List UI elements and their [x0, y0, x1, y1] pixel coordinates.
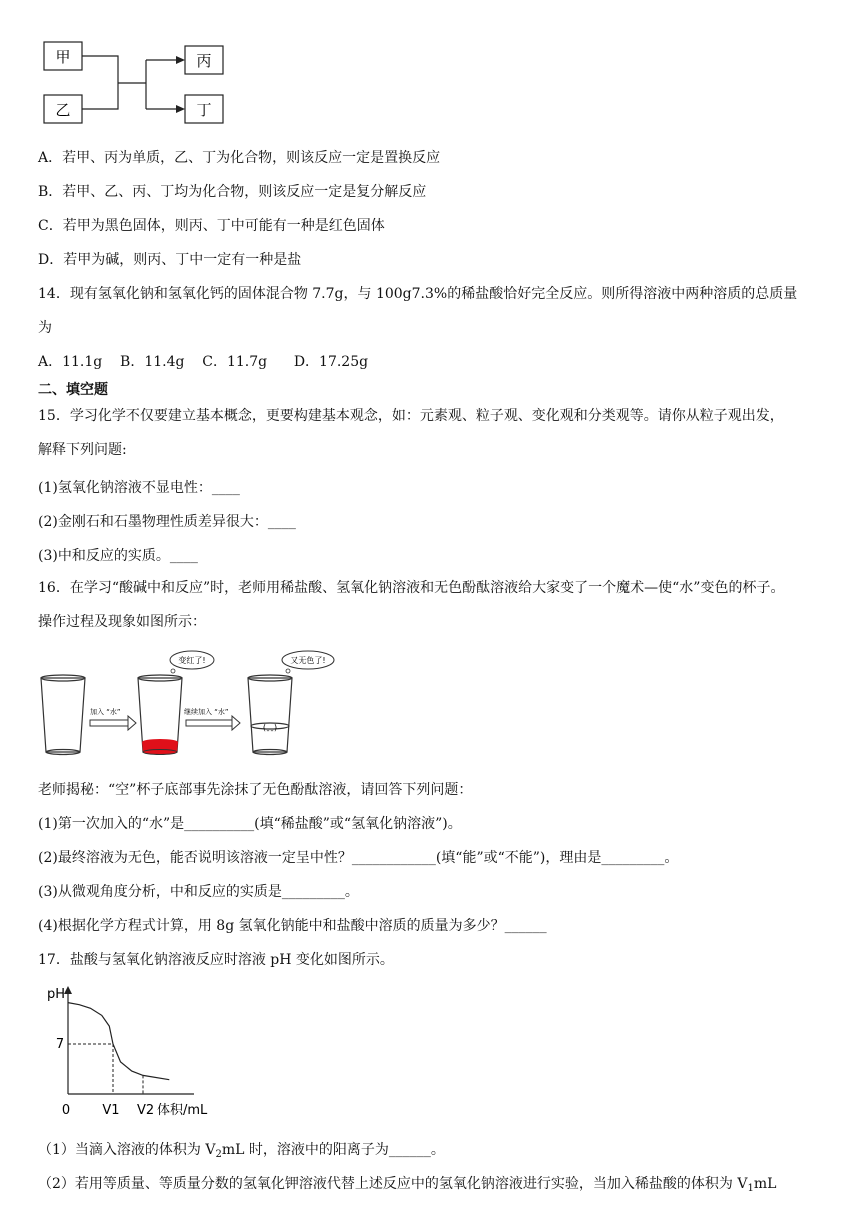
q15-sub3: (3)中和反应的实质。____: [38, 548, 198, 564]
q17-sub1-text-b: mL 时，溶液中的阳离子为______。: [221, 1142, 445, 1158]
q14-stem-line2: 为: [38, 320, 52, 336]
empty-cup: [41, 675, 85, 755]
y-axis-label: pH: [46, 987, 66, 1002]
q17-sub2: [38, 1174, 776, 1199]
arrow-head-ding: [176, 105, 185, 113]
chart-axes: [64, 986, 194, 1094]
q17-sub2-text-a: （2）若用等质量、等质量分数的氢氧化钾溶液代替上述反应中的氢氧化钠溶液进行实验，当加入稀盐酸的体积为 V: [38, 1176, 748, 1192]
label-jia: 甲: [55, 48, 71, 66]
q13-option-d: D．若甲为碱，则丙、丁中一定有一种是盐: [38, 252, 302, 268]
ph-curve: [68, 1003, 169, 1080]
q16-stem-line1: 16．在学习“酸碱中和反应”时，老师用稀盐酸、氢氧化钠溶液和无色酚酞溶液给大家变了一个魔术—使“水”变色的杯子。: [38, 580, 785, 596]
label-yi: 乙: [55, 101, 71, 119]
label-bing: 丙: [196, 52, 212, 70]
q16-stem-line2: 操作过程及现象如图所示：: [38, 614, 206, 630]
label-ding: 丁: [196, 101, 212, 119]
x-tick-label-v1: V1: [102, 1103, 120, 1118]
q17-sub2-text-b: mL: [753, 1176, 777, 1192]
colorless-cup: [248, 675, 292, 755]
q14-options: A．11.1g B．11.4g C．11.7g D．17.25g: [38, 354, 369, 370]
x-axis-label: 体积/mL: [157, 1103, 208, 1118]
q17-sub1-text-a: （1）当滴入溶液的体积为 V: [38, 1142, 216, 1158]
reaction-diagram: [40, 38, 240, 128]
connector-lines: [82, 56, 178, 109]
q16-sub3: (3)从微观角度分析，中和反应的实质是_________。: [38, 884, 359, 900]
arrow-add-more-water: [184, 707, 240, 730]
q16-sub2: (2)最终溶液为无色，能否说明该溶液一定呈中性？____________(填“能”或“不能”)，理由是_________。: [38, 850, 679, 866]
q14-stem-line1: 14．现有氢氧化钠和氢氧化钙的固体混合物 7.7g，与 100g7.3%的稀盐酸恰好完全反应。则所得溶液中两种溶质的总质量: [38, 286, 798, 302]
q17-sub1-subscript: 2: [215, 1149, 222, 1160]
cup-face: (ˍˍ): [262, 723, 278, 732]
bubble-colorless-again: [282, 651, 334, 673]
q16-sub1: (1)第一次加入的“水”是__________(填“稀盐酸”或“氢氧化钠溶液”)。: [38, 816, 462, 832]
q15-sub2: (2)金刚石和石墨物理性质差异很大：____: [38, 514, 296, 530]
q15-sub1: (1)氢氧化钠溶液不显电性：____: [38, 480, 240, 496]
q15-stem-line2: 解释下列问题:: [38, 442, 127, 458]
bubble1-text: 变红了!: [178, 656, 206, 665]
q16-sub4: (4)根据化学方程式计算，用 8g 氢氧化钠能中和盐酸中溶质的质量为多少？______: [38, 918, 547, 934]
chart-marks: [47, 987, 208, 1118]
red-cup: [138, 675, 182, 755]
q13-option-a: A．若甲、丙为单质，乙、丁为化合物，则该反应一定是置换反应: [38, 150, 441, 166]
arrow1-label: 加入 “水”: [90, 708, 121, 716]
arrow-head-bing: [176, 56, 185, 64]
ph-chart: [38, 984, 208, 1120]
y-tick-label: 7: [55, 1037, 65, 1052]
x-tick-label-v2: V2: [137, 1103, 155, 1118]
arrow-add-water: [90, 707, 136, 730]
q13-option-c: C．若甲为黑色固体，则丙、丁中可能有一种是红色固体: [38, 218, 385, 234]
bubble2-text: 又无色了!: [290, 656, 326, 665]
q15-stem-line1: 15．学习化学不仅要建立基本概念，更要构建基本观念，如：元素观、粒子观、变化观和分类观等。请你从粒子观出发，: [38, 408, 784, 424]
q13-option-b: B．若甲、乙、丙、丁均为化合物，则该反应一定是复分解反应: [38, 184, 427, 200]
y-axis-arrow: [64, 986, 72, 994]
section-heading: 二、填空题: [38, 382, 108, 398]
arrow2-label: 继续加入 “水”: [184, 708, 229, 716]
magic-cup-figure: [38, 648, 338, 760]
q16-reveal: 老师揭秘：“空”杯子底部事先涂抹了无色酚酞溶液，请回答下列问题：: [38, 782, 473, 798]
origin-label: 0: [61, 1103, 71, 1118]
q17-stem: 17．盐酸与氢氧化钠溶液反应时溶液 pH 变化如图所示。: [38, 952, 394, 968]
q17-sub2-subscript: 1: [747, 1183, 754, 1194]
q17-sub1: [38, 1140, 445, 1165]
bubble-turned-red: [170, 651, 214, 673]
